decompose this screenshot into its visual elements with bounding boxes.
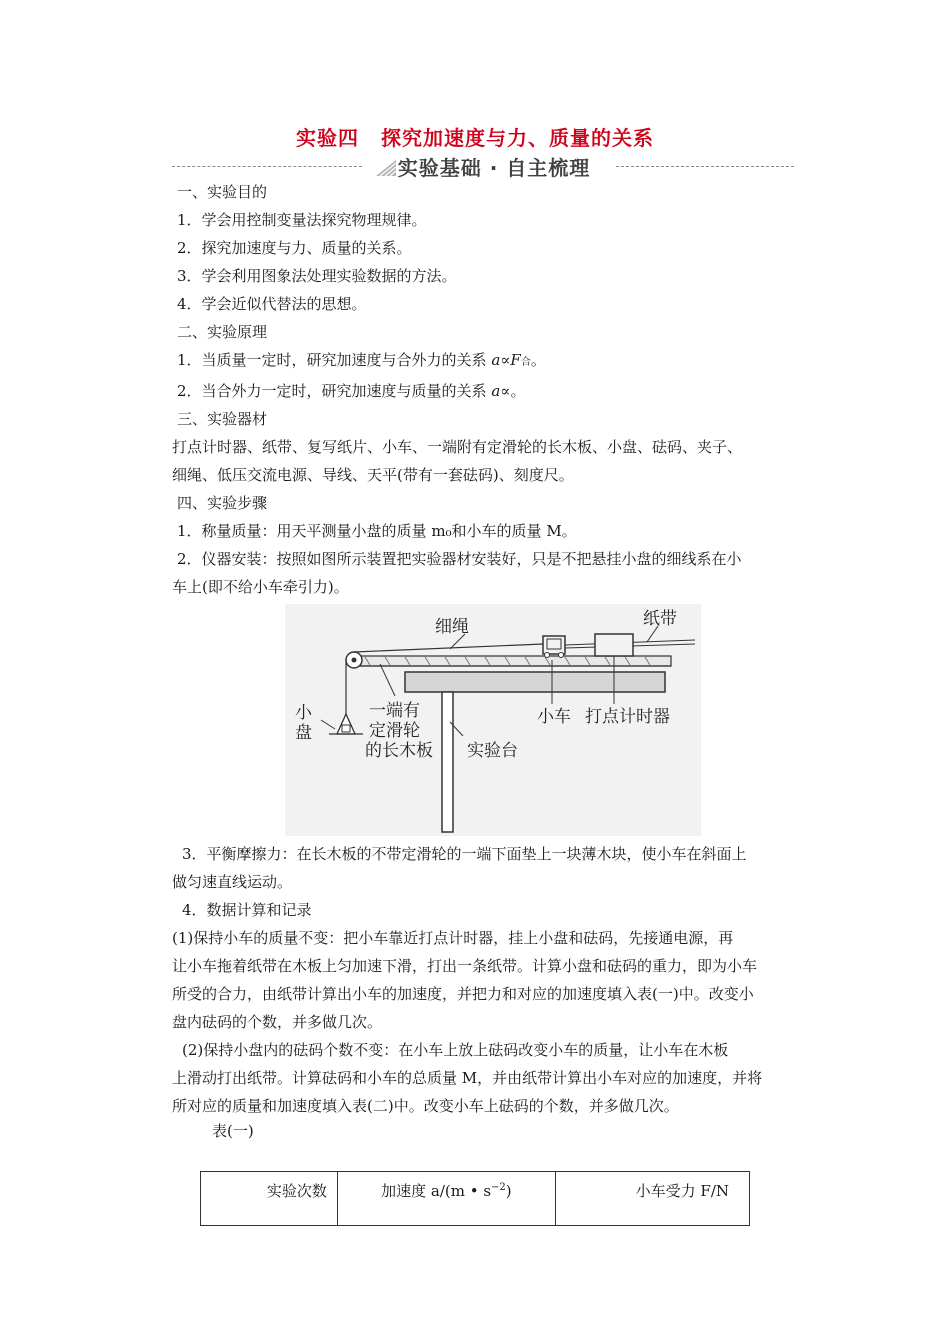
step-3-line-1: 3．平衡摩擦力：在长木板的不带定滑轮的一端下面垫上一块薄木块，使小车在斜面上 xyxy=(182,845,747,863)
table-row xyxy=(201,1172,750,1226)
banner-text: 实验基础 · 自主梳理 xyxy=(397,156,591,180)
page-title xyxy=(0,122,950,151)
label-board-line-1: 一端有 xyxy=(369,701,420,721)
rope xyxy=(354,644,543,652)
label-lab-table: 实验台 xyxy=(467,741,518,761)
step-4-p1-line-3: 所受的合力，由纸带计算出小车的加速度，并把力和对应的加速度填入表(一)中。改变小 xyxy=(172,985,754,1003)
equipment-line-1: 打点计时器、纸带、复写纸片、小车、一端附有定滑轮的长木板、小盘、砝码、夹子、 xyxy=(172,438,743,456)
title-experiment-number: 实验四 xyxy=(296,126,359,150)
label-rope: 细绳 xyxy=(435,617,469,637)
section-heading-purpose: 一、实验目的 xyxy=(177,183,268,201)
long-board xyxy=(353,656,671,666)
header-acceleration: 加速度 a/(m • $s^{-2}$) xyxy=(337,1172,555,1226)
label-board-line-3: 的长木板 xyxy=(365,741,433,761)
step-4-p2-line-1: (2)保持小盘内的砝码个数不变：在小车上放上砝码改变小车的质量，让小车在木板 xyxy=(182,1041,729,1059)
label-board-line-2: 定滑轮 xyxy=(369,721,420,741)
table-1-caption: 表(一) xyxy=(212,1122,254,1140)
step-2-line-2: 车上(即不给小车牵引力)。 xyxy=(172,578,349,596)
step-4-p2-line-3: 所对应的质量和加速度填入表(二)中。改变小车上砝码的个数，并多做几次。 xyxy=(172,1097,679,1115)
step-4: 4．数据计算和记录 xyxy=(182,901,312,919)
formula-a-prop-F: a∝F xyxy=(491,351,521,369)
steps-continued xyxy=(172,840,808,1120)
apparatus-diagram xyxy=(285,604,701,836)
equipment-line-2: 细绳、低压交流电源、导线、天平(带有一套砝码)、刻度尺。 xyxy=(172,466,574,484)
content-body xyxy=(172,178,808,601)
label-pan-line-1: 小 xyxy=(295,703,312,723)
purpose-item-2: 2．探究加速度与力、质量的关系。 xyxy=(177,239,412,257)
table-1 xyxy=(200,1171,750,1226)
title-topic: 探究加速度与力、质量的关系 xyxy=(381,126,654,150)
section-heading-steps: 四、实验步骤 xyxy=(177,494,268,512)
apparatus-figure xyxy=(285,604,701,836)
purpose-item-4: 4．学会近似代替法的思想。 xyxy=(177,295,367,313)
step-3-line-2: 做匀速直线运动。 xyxy=(172,873,293,891)
principle-item-1: 1．当质量一定时，研究加速度与合外力的关系 a∝F合。 xyxy=(177,351,546,369)
section-banner xyxy=(172,152,794,180)
label-cart: 小车 xyxy=(537,707,571,727)
purpose-item-1: 1．学会用控制变量法探究物理规律。 xyxy=(177,211,427,229)
step-1: 1．称量质量：用天平测量小盘的质量 m₀和小车的质量 M。 xyxy=(177,522,577,540)
label-pan-line-2: 盘 xyxy=(295,723,312,743)
timer-icon xyxy=(595,634,633,656)
header-trial-number: 实验次数 xyxy=(201,1172,338,1226)
step-2-line-1: 2．仪器安装：按照如图所示装置把实验器材安装好，只是不把悬挂小盘的细线系在小 xyxy=(177,550,742,568)
step-4-p2-line-2: 上滑动打出纸带。计算砝码和小车的总质量 M，并由纸带计算出小车对应的加速度，并将 xyxy=(172,1069,763,1087)
lab-table-top xyxy=(405,672,665,692)
principle-item-2: 2．当合外力一定时，研究加速度与质量的关系 a∝。 xyxy=(177,382,526,400)
purpose-item-3: 3．学会利用图象法处理实验数据的方法。 xyxy=(177,267,457,285)
step-4-p1-line-1: (1)保持小车的质量不变：把小车靠近打点计时器，挂上小盘和砝码，先接通电源，再 xyxy=(172,929,734,947)
section-heading-equipment: 三、实验器材 xyxy=(177,410,268,428)
label-tape: 纸带 xyxy=(643,609,677,629)
section-heading-principle: 二、实验原理 xyxy=(177,323,268,341)
step-4-p1-line-4: 盘内砝码的个数，并多做几次。 xyxy=(172,1013,383,1031)
header-cart-force: 小车受力 F/N xyxy=(555,1172,749,1226)
label-timer: 打点计时器 xyxy=(585,707,670,727)
banner-stripes-icon xyxy=(376,160,396,176)
step-4-p1-line-2: 让小车拖着纸带在木板上匀加速下滑，打出一条纸带。计算小盘和砝码的重力，即为小车 xyxy=(172,957,758,975)
formula-a-prop: a∝ xyxy=(491,382,511,400)
lab-table-leg xyxy=(442,692,453,832)
